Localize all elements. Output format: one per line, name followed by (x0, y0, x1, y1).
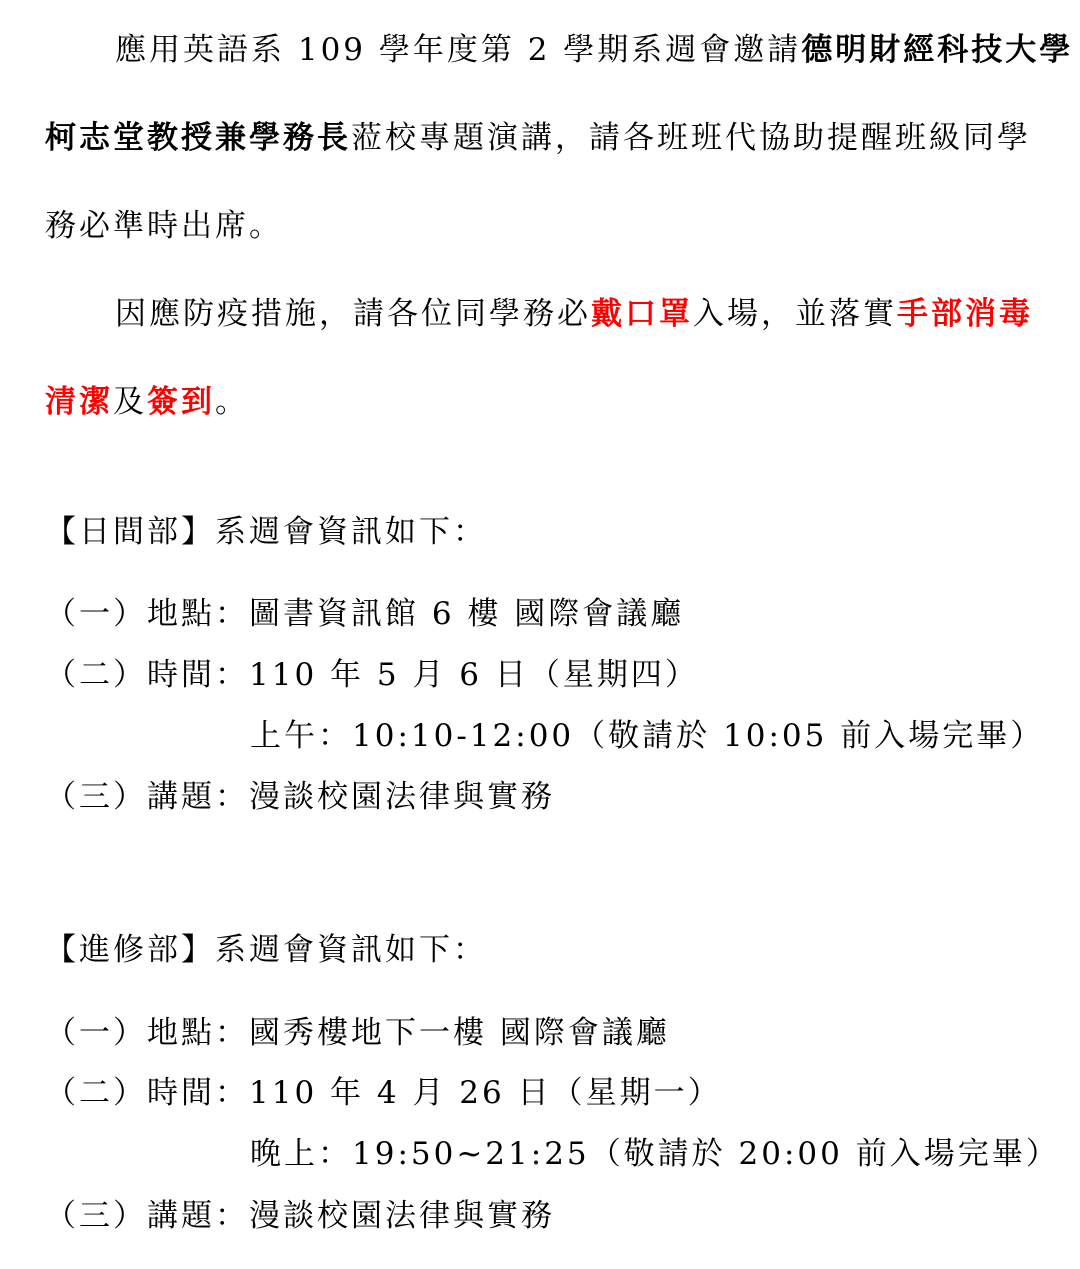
day-section-heading: 【日間部】系週會資訊如下： (45, 514, 487, 550)
notice-text: 及 (113, 384, 147, 420)
day-location: （一）地點：圖書資訊館 6 樓 國際會議廳 (45, 596, 685, 632)
night-location: （一）地點：國秀樓地下一樓 國際會議廳 (45, 1015, 670, 1051)
intro-text: 蒞校專題演講，請各班班代協助提醒班級同學 (351, 120, 1031, 156)
university-name: 德明財經科技大學 (801, 32, 1074, 68)
notice-line-2 (45, 382, 249, 422)
notice-text: 。 (215, 384, 249, 420)
intro-text: 應用英語系 109 學年度第 2 學期系週會邀請 (115, 32, 802, 68)
speaker-name: 柯志堂教授兼學務長 (45, 120, 351, 156)
day-time: （二）時間：110 年 5 月 6 日（星期四） (45, 657, 699, 693)
notice-text: 入場，並落實 (693, 296, 897, 332)
sign-in-highlight: 簽到 (147, 384, 215, 420)
clean-highlight: 清潔 (45, 384, 113, 420)
day-time-detail: 上午：10:10-12:00（敬請於 10:05 前入場完畢） (250, 718, 1045, 754)
notice-line-1 (115, 294, 1033, 334)
night-time: （二）時間：110 年 4 月 26 日（星期一） (45, 1075, 722, 1111)
intro-line-1 (115, 30, 1073, 70)
night-time-detail: 晚上：19:50~21:25（敬請於 20:00 前入場完畢） (250, 1136, 1060, 1172)
hand-sanitize-highlight: 手部消毒 (897, 296, 1033, 332)
intro-line-2 (45, 118, 1031, 158)
mask-highlight: 戴口罩 (591, 296, 693, 332)
night-topic: （三）講題：漫談校園法律與實務 (45, 1198, 555, 1234)
day-topic: （三）講題：漫談校園法律與實務 (45, 779, 555, 815)
notice-text: 因應防疫措施，請各位同學務必 (115, 296, 591, 332)
night-section-heading: 【進修部】系週會資訊如下： (45, 932, 487, 968)
intro-line-3 (45, 206, 283, 246)
intro-text: 務必準時出席。 (45, 208, 283, 244)
